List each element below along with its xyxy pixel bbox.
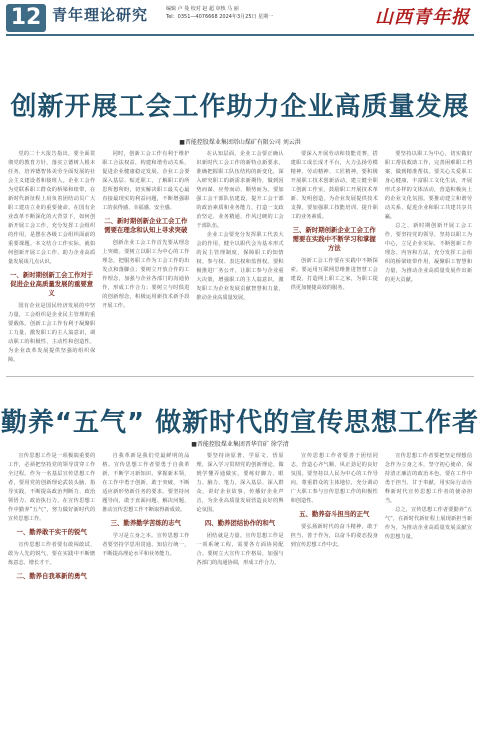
- masthead-meta-line2: Tel：0351—4076668 2024年3月25日 星期一: [166, 14, 274, 20]
- masthead-meta-line1: 编辑 卢 曼 校对 赵 超 审核 马 丽: [166, 6, 239, 12]
- masthead-meta: [166, 5, 366, 21]
- article2-byline: ■晋能控股煤业集团晋华宫矿 徐学清: [191, 441, 289, 448]
- masthead: [0, 0, 480, 36]
- article1-column-2: [102, 150, 189, 362]
- article2-column-3: [196, 452, 283, 738]
- article1-column-5: [385, 150, 472, 362]
- article-divider: [6, 376, 474, 377]
- article1-byline: ■晋能控股煤业集团塔山煤矿有限公司 刘云洪: [179, 139, 301, 146]
- paragraph: 创新工会工作要在实践中不断探索。要运用互联网思维推进智慧工会建设，打造网上职工之家，为职工提供更加便捷高效的服务。: [290, 258, 378, 291]
- masthead-rule: [6, 34, 474, 36]
- paragraph: 国有企业是国民经济发展的中坚力量，工会组织是企业民主管理的重要载体。创新工会工作有利于凝聚职工力量，激发职工的主人翁意识，调动职工的积极性、主动性和创造性，为企业改革发展提供坚强的组织保障。: [8, 303, 96, 362]
- paragraph: 宣传思想工作者要善于团结同志，营造心齐气顺、风正劲足的良好氛围。要坚持以人民为中心的工作导向，尊重群众的主体地位，充分调动广大职工参与宣传思想工作的积极性和创造性。: [290, 453, 378, 504]
- section-heading: 三、勤养勤学苦练的志气: [110, 519, 181, 527]
- article2-column-4: [291, 452, 378, 738]
- paragraph: 党的二十大报告指出，要全面贯彻党的教育方针，落实立德树人根本任务，培养德智体美劳全面发展的社会主义建设者和接班人。企业工会作为党联系职工群众的桥梁和纽带，在新时代新征程上肩负着团结动员广大职工建功立业的重要使命。在国有企业改革不断深化的大背景下，如何创新开展工会工作，充分发挥工会组织的作用，是摆在各级工会组织面前的重要课题。本文结合工作实际，就如何创新开展工会工作、助力企业高质量发展谈几点认识。: [8, 151, 96, 265]
- paragraph: 团结就是力量。宣传思想工作是一项系统工程，需要各方面协同配合。要树立大宣传工作格局，加强与各部门的沟通协调，形成工作合力。: [196, 533, 284, 566]
- section-heading: 五、勤养奋斗担当的正气: [299, 510, 370, 518]
- article1-headline: 创新开展工会工作助力企业高质量发展: [10, 92, 470, 122]
- section-heading: 三、新时期创新企业工会工作需要在实践中不断学习和掌握方法: [292, 226, 376, 252]
- paragraph: 要弘扬新时代的奋斗精神，敢于担当、善于作为，以奋斗的姿态投身到宣传思想工作中去。: [290, 524, 378, 548]
- paragraph: 在认知层面，企业工会要正确认识新时代工会工作的新特点新要求，准确把握职工队伍结构的新变化，深入研究职工的新需求新期待，做到因势而谋、应势而动、顺势而为。要加强工会干部队伍建设，提升工会干部的政治素质和业务能力，打造一支政治坚定、业务精通、作风过硬的工会干部队伍。: [196, 151, 284, 229]
- article1-column-3: [196, 150, 283, 362]
- article2-column-5: [385, 452, 472, 738]
- article1-column-4: [291, 150, 378, 362]
- article1-body: [8, 150, 472, 362]
- paragraph: 宣传思想工作者要把坚定理想信念作为立身之本，坚守初心使命，保持清正廉洁的政治本色。要在工作中勇于担当、甘于奉献，用实际行动诠释新时代宣传思想工作者的使命担当。: [384, 453, 473, 504]
- paragraph: 总之，宣传思想工作者要勤养“五气”，在新时代新征程上展现新担当新作为，为推动企业高质量发展贡献宣传思想力量。: [384, 507, 473, 540]
- section-name: 青年理论研究: [52, 6, 149, 24]
- paragraph: 学习是立身之本。宣传思想工作者要坚持学思用贯通、知信行统一，不断提高理论水平和业务能力。: [102, 533, 190, 557]
- paragraph: 宣传思想工作者要有敢闯敢试、敢为人先的锐气，要在实践中不断磨炼意志、增长才干。: [8, 542, 96, 566]
- paragraph: 自我革新是我们党最鲜明的品格。宣传思想工作者要勇于自我革新，不断学习新知识、掌握新本领，在工作中勇于创新、敢于突破，不断适应新形势新任务的要求。要坚持问题导向，敢于直面问题、解决问题，推动宣传思想工作不断取得新成效。: [102, 453, 190, 513]
- section-heading: 四、勤养团结协作的和气: [204, 519, 276, 527]
- paragraph: 总之，新时期创新开展工会工作，要坚持党的领导，坚持以职工为中心，立足企业实际，不断创新工作理念、内容和方法，充分发挥工会组织的桥梁纽带作用，凝聚职工智慧和力量，为推动企业高质量发展作出新的更大贡献。: [384, 223, 473, 283]
- paragraph: 企业工会要充分发挥职工代表大会的作用，健全以职代会为基本形式的民主管理制度，保障职工的知情权、参与权、表达权和监督权。要积极推进厂务公开，让职工参与企业重大决策，增强职工的主人翁意识，激发职工为企业发展贡献智慧和力量，推动企业高质量发展。: [196, 232, 284, 301]
- article1-column-1: [8, 150, 95, 362]
- section-heading: 一、勤养敢干实干的锐气: [16, 528, 87, 536]
- article2-headline: 勤养“五气” 做新时代的宣传思想工作者: [0, 408, 480, 438]
- paragraph: 宣传思想工作是一项极端重要的工作，必须把坚持党的领导贯穿工作全过程。作为一名基层宣传思想工作者，要用党的创新理论武装头脑、指导实践，不断提高政治判断力、政治领悟力、政治执行力，在宣传思想工作中勤养“五气”，努力做好新时代的宣传思想工作。: [8, 453, 96, 522]
- newspaper-brand-logo: 山西青年报: [375, 7, 470, 28]
- paragraph: 创新企业工会工作首先要从理念上突破。要树立以职工为中心的工作理念，把服务职工作为工会工作的出发点和落脚点；要树立开放合作的工作理念，加强与企业各部门的沟通协作，形成工作合力；要树立与时俱进的创新理念，积极运用新技术新手段开展工作。: [102, 240, 190, 309]
- article2-body: [8, 452, 472, 738]
- article2-column-2: [102, 452, 189, 738]
- paragraph: 同时，创新工会工作有利于维护职工合法权益，构建和谐劳动关系，促进企业健康稳定发展。企业工会要深入基层、贴近职工，了解职工的所思所想所盼，切实解决职工最关心最直接最现实的利益问题，不断增强职工的获得感、幸福感、安全感。: [102, 151, 190, 211]
- paragraph: 要深入开展劳动和技能竞赛，搭建职工成长成才平台，大力弘扬劳模精神、劳动精神、工匠精神。要积极开展职工技术创新活动，建立健全职工创新工作室，鼓励职工开展技术革新、发明创造，为企业发展提供技术支撑。要加强职工技能培训，提升职工的业务素质。: [290, 151, 378, 220]
- section-heading: 二、新时期创新企业工会工作需要在理念和认知上寻求突破: [104, 217, 188, 234]
- article2-column-1: [8, 452, 95, 738]
- section-heading: 一、新时期创新工会工作对于促进企业高质量发展的重要意义: [10, 271, 94, 297]
- paragraph: 要坚持读原著、学原文、悟原理，深入学习贯彻党的创新理论，做到学懂弄通做实。要练好脚力、眼力、脑力、笔力，深入基层、深入群众，讲好企业故事，传播好企业声音，为企业高质量发展营造良好的舆论氛围。: [196, 453, 284, 513]
- page-number: 12: [6, 4, 46, 32]
- section-heading: 二、勤养自我革新的勇气: [16, 572, 87, 580]
- paragraph: 要坚持以职工为中心，切实做好职工帮扶救助工作，完善困难职工档案，做到精准帮扶。要关心关爱职工身心健康，丰富职工文化生活，开展形式多样的文体活动，营造积极向上的企业文化氛围。要推动建立和谐劳动关系，促进企业和职工共建共享共赢。: [384, 151, 473, 220]
